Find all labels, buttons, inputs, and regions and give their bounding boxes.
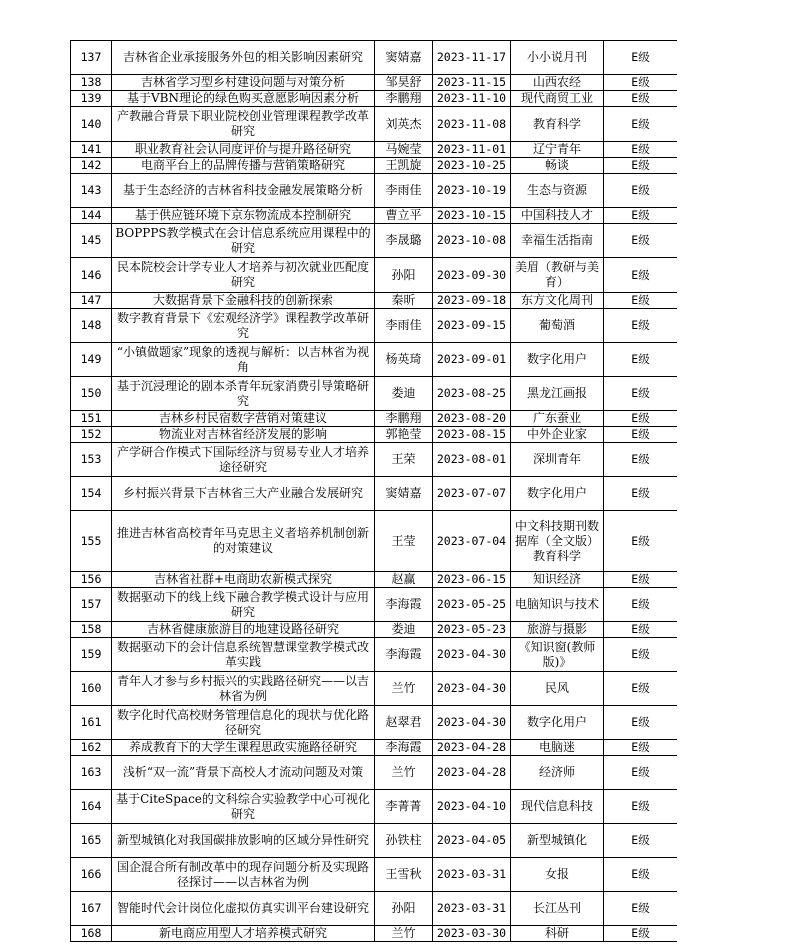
journal-name: 民风 <box>511 672 604 706</box>
paper-title: 基于CiteSpace的文科综合实验教学中心可视化研究 <box>112 790 375 824</box>
journal-name: 经济师 <box>511 756 604 790</box>
paper-title: 基于沉浸理论的剧本杀青年玩家消费引导策略研究 <box>112 377 375 411</box>
journal-grade: E级 <box>604 926 678 942</box>
row-number: 148 <box>71 309 112 343</box>
journal-name: 黑龙江画报 <box>511 377 604 411</box>
row-number: 146 <box>71 258 112 293</box>
author-name: 王雪秋 <box>375 858 433 892</box>
publish-date: 2023-08-20 <box>433 411 511 427</box>
table-row <box>71 427 678 443</box>
paper-title: 推进吉林省高校青年马克思主义者培养机制创新的对策建议 <box>112 511 375 572</box>
table-row <box>71 740 678 756</box>
journal-name: 现代商贸工业 <box>511 91 604 107</box>
journal-grade: E级 <box>604 258 678 293</box>
table-row <box>71 756 678 790</box>
journal-name: 现代信息科技 <box>511 790 604 824</box>
row-number: 164 <box>71 790 112 824</box>
paper-title: “小镇做题家”现象的透视与解析：以吉林省为视角 <box>112 343 375 377</box>
journal-name: 女报 <box>511 858 604 892</box>
publish-date: 2023-07-07 <box>433 477 511 511</box>
journal-name: 东方文化周刊 <box>511 293 604 309</box>
row-number: 152 <box>71 427 112 443</box>
row-number: 144 <box>71 208 112 224</box>
paper-title: 基于供应链环境下京东物流成本控制研究 <box>112 208 375 224</box>
publish-date: 2023-09-30 <box>433 258 511 293</box>
row-number: 151 <box>71 411 112 427</box>
row-number: 155 <box>71 511 112 572</box>
journal-grade: E级 <box>604 622 678 638</box>
journal-name: 数字化用户 <box>511 477 604 511</box>
paper-title: 智能时代会计岗位化虚拟仿真实训平台建设研究 <box>112 892 375 926</box>
author-name: 赵赢 <box>375 572 433 588</box>
publish-date: 2023-06-15 <box>433 572 511 588</box>
paper-title: 数据驱动下的会计信息系统智慧课堂教学模式改革实践 <box>112 638 375 672</box>
paper-title: 国企混合所有制改革中的现存问题分析及实现路径探讨——以吉林省为例 <box>112 858 375 892</box>
author-name: 杨英琦 <box>375 343 433 377</box>
journal-name: 教育科学 <box>511 107 604 142</box>
table-row <box>71 858 678 892</box>
author-name: 王凯旋 <box>375 158 433 174</box>
journal-name: 山西农经 <box>511 75 604 91</box>
paper-title: 浅析“双一流”背景下高校人才流动问题及对策 <box>112 756 375 790</box>
author-name: 李海霞 <box>375 588 433 622</box>
table-row <box>71 892 678 926</box>
author-name: 兰竹 <box>375 926 433 942</box>
journal-name: 幸福生活指南 <box>511 224 604 258</box>
row-number: 158 <box>71 622 112 638</box>
journal-name: 数字化用户 <box>511 706 604 740</box>
publish-date: 2023-11-10 <box>433 91 511 107</box>
paper-title: 吉林省健康旅游目的地建设路径研究 <box>112 622 375 638</box>
journal-grade: E级 <box>604 411 678 427</box>
journal-grade: E级 <box>604 858 678 892</box>
journal-name: 数字化用户 <box>511 343 604 377</box>
paper-title: 新电商应用型人才培养模式研究 <box>112 926 375 942</box>
journal-grade: E级 <box>604 174 678 208</box>
publish-date: 2023-04-05 <box>433 824 511 858</box>
paper-title: 数据驱动下的线上线下融合教学模式设计与应用研究 <box>112 588 375 622</box>
table-row <box>71 377 678 411</box>
table-row <box>71 142 678 158</box>
publish-date: 2023-10-08 <box>433 224 511 258</box>
journal-name: 葡萄酒 <box>511 309 604 343</box>
publish-date: 2023-10-19 <box>433 174 511 208</box>
publish-date: 2023-03-30 <box>433 926 511 942</box>
author-name: 娄迪 <box>375 622 433 638</box>
publish-date: 2023-11-08 <box>433 107 511 142</box>
row-number: 147 <box>71 293 112 309</box>
author-name: 马婉莹 <box>375 142 433 158</box>
journal-grade: E级 <box>604 706 678 740</box>
row-number: 142 <box>71 158 112 174</box>
journal-grade: E级 <box>604 427 678 443</box>
paper-title: BOPPPS教学模式在会计信息系统应用课程中的研究 <box>112 224 375 258</box>
journal-name: 中外企业家 <box>511 427 604 443</box>
publish-date: 2023-10-25 <box>433 158 511 174</box>
author-name: 曹立平 <box>375 208 433 224</box>
publish-date: 2023-04-30 <box>433 706 511 740</box>
table-row <box>71 411 678 427</box>
row-number: 167 <box>71 892 112 926</box>
journal-name: 新型城镇化 <box>511 824 604 858</box>
row-number: 154 <box>71 477 112 511</box>
journal-grade: E级 <box>604 309 678 343</box>
journal-name: 中国科技人才 <box>511 208 604 224</box>
table-row <box>71 477 678 511</box>
journal-grade: E级 <box>604 443 678 477</box>
table-row <box>71 258 678 293</box>
row-number: 153 <box>71 443 112 477</box>
author-name: 兰竹 <box>375 756 433 790</box>
journal-name: 电脑知识与技术 <box>511 588 604 622</box>
journal-name: 生态与资源 <box>511 174 604 208</box>
row-number: 143 <box>71 174 112 208</box>
journal-grade: E级 <box>604 224 678 258</box>
journal-grade: E级 <box>604 107 678 142</box>
table-row <box>71 309 678 343</box>
table-row <box>71 672 678 706</box>
journal-grade: E级 <box>604 293 678 309</box>
row-number: 161 <box>71 706 112 740</box>
row-number: 140 <box>71 107 112 142</box>
publish-date: 2023-04-10 <box>433 790 511 824</box>
row-number: 150 <box>71 377 112 411</box>
row-number: 149 <box>71 343 112 377</box>
paper-title: 产学研合作模式下国际经济与贸易专业人才培养途径研究 <box>112 443 375 477</box>
author-name: 王荣 <box>375 443 433 477</box>
author-name: 李海霞 <box>375 638 433 672</box>
table-row <box>71 208 678 224</box>
journal-grade: E级 <box>604 75 678 91</box>
paper-title: 吉林乡村民宿数字营销对策建议 <box>112 411 375 427</box>
journal-grade: E级 <box>604 572 678 588</box>
row-number: 157 <box>71 588 112 622</box>
journal-name: 畅谈 <box>511 158 604 174</box>
author-name: 李海霞 <box>375 740 433 756</box>
publish-date: 2023-04-30 <box>433 638 511 672</box>
author-name: 王莹 <box>375 511 433 572</box>
table-row <box>71 588 678 622</box>
journal-name: 科研 <box>511 926 604 942</box>
publish-date: 2023-09-01 <box>433 343 511 377</box>
author-name: 赵翠君 <box>375 706 433 740</box>
journal-name: 美眉（教研与美育） <box>511 258 604 293</box>
paper-title: 职业教育社会认同度评价与提升路径研究 <box>112 142 375 158</box>
journal-name: 广东蚕业 <box>511 411 604 427</box>
journal-grade: E级 <box>604 377 678 411</box>
publish-date: 2023-08-25 <box>433 377 511 411</box>
author-name: 李鹏翔 <box>375 91 433 107</box>
publish-date: 2023-10-15 <box>433 208 511 224</box>
author-name: 李菁菁 <box>375 790 433 824</box>
paper-title: 吉林省企业承接服务外包的相关影响因素研究 <box>112 41 375 75</box>
journal-grade: E级 <box>604 511 678 572</box>
author-name: 刘英杰 <box>375 107 433 142</box>
journal-grade: E级 <box>604 208 678 224</box>
row-number: 145 <box>71 224 112 258</box>
publish-date: 2023-03-31 <box>433 892 511 926</box>
author-name: 李鹏翔 <box>375 411 433 427</box>
paper-title: 乡村振兴背景下吉林省三大产业融合发展研究 <box>112 477 375 511</box>
table-row <box>71 158 678 174</box>
journal-name: 长江丛刊 <box>511 892 604 926</box>
author-name: 邹昊舒 <box>375 75 433 91</box>
row-number: 138 <box>71 75 112 91</box>
author-name: 娄迪 <box>375 377 433 411</box>
paper-title: 吉林省学习型乡村建设问题与对策分析 <box>112 75 375 91</box>
row-number: 156 <box>71 572 112 588</box>
journal-grade: E级 <box>604 343 678 377</box>
publish-date: 2023-04-28 <box>433 756 511 790</box>
publish-date: 2023-11-17 <box>433 41 511 75</box>
publish-date: 2023-11-15 <box>433 75 511 91</box>
row-number: 166 <box>71 858 112 892</box>
table-row <box>71 107 678 142</box>
journal-grade: E级 <box>604 91 678 107</box>
table-row <box>71 638 678 672</box>
publish-date: 2023-08-15 <box>433 427 511 443</box>
table-row <box>71 343 678 377</box>
table-row <box>71 572 678 588</box>
journal-name: 旅游与摄影 <box>511 622 604 638</box>
journal-grade: E级 <box>604 740 678 756</box>
journal-grade: E级 <box>604 588 678 622</box>
paper-title: 电商平台上的品牌传播与营销策略研究 <box>112 158 375 174</box>
row-number: 160 <box>71 672 112 706</box>
author-name: 窦婧嘉 <box>375 41 433 75</box>
journal-name: 中文科技期刊数据库（全文版）教育科学 <box>511 511 604 572</box>
author-name: 李雨佳 <box>375 174 433 208</box>
paper-title: 民本院校会计学专业人才培养与初次就业匹配度研究 <box>112 258 375 293</box>
journal-name: 辽宁青年 <box>511 142 604 158</box>
journal-grade: E级 <box>604 158 678 174</box>
row-number: 163 <box>71 756 112 790</box>
table-row <box>71 790 678 824</box>
row-number: 168 <box>71 926 112 942</box>
row-number: 139 <box>71 91 112 107</box>
author-name: 孙阳 <box>375 258 433 293</box>
paper-title: 青年人才参与乡村振兴的实践路径研究——以吉林省为例 <box>112 672 375 706</box>
table-row <box>71 824 678 858</box>
paper-title: 物流业对吉林省经济发展的影响 <box>112 427 375 443</box>
publish-date: 2023-03-31 <box>433 858 511 892</box>
publish-date: 2023-09-18 <box>433 293 511 309</box>
journal-name: 知识经济 <box>511 572 604 588</box>
paper-title: 基于生态经济的吉林省科技金融发展策略分析 <box>112 174 375 208</box>
table-row <box>71 926 678 942</box>
paper-title: 基于VBN理论的绿色购买意愿影响因素分析 <box>112 91 375 107</box>
journal-grade: E级 <box>604 756 678 790</box>
publish-date: 2023-11-01 <box>433 142 511 158</box>
paper-title: 大数据背景下金融科技的创新探索 <box>112 293 375 309</box>
table-row <box>71 174 678 208</box>
author-name: 窦婧嘉 <box>375 477 433 511</box>
journal-name: 小小说月刊 <box>511 41 604 75</box>
journal-grade: E级 <box>604 672 678 706</box>
row-number: 137 <box>71 41 112 75</box>
journal-grade: E级 <box>604 477 678 511</box>
table-row <box>71 75 678 91</box>
author-name: 秦昕 <box>375 293 433 309</box>
paper-title: 养成教育下的大学生课程思政实施路径研究 <box>112 740 375 756</box>
author-name: 孙阳 <box>375 892 433 926</box>
table-row <box>71 443 678 477</box>
publish-date: 2023-09-15 <box>433 309 511 343</box>
row-number: 141 <box>71 142 112 158</box>
paper-title: 吉林省社群+电商助农新模式探究 <box>112 572 375 588</box>
journal-grade: E级 <box>604 824 678 858</box>
paper-title: 数字化时代高校财务管理信息化的现状与优化路径研究 <box>112 706 375 740</box>
table-row <box>71 91 678 107</box>
journal-grade: E级 <box>604 41 678 75</box>
table-row <box>71 224 678 258</box>
journal-name: 深圳青年 <box>511 443 604 477</box>
author-name: 李雨佳 <box>375 309 433 343</box>
journal-name: 电脑迷 <box>511 740 604 756</box>
journal-grade: E级 <box>604 790 678 824</box>
table-row <box>71 293 678 309</box>
author-name: 郭艳莹 <box>375 427 433 443</box>
paper-title: 产教融合背景下职业院校创业管理课程教学改革研究 <box>112 107 375 142</box>
row-number: 159 <box>71 638 112 672</box>
publish-date: 2023-04-30 <box>433 672 511 706</box>
table-row <box>71 622 678 638</box>
publish-date: 2023-08-01 <box>433 443 511 477</box>
journal-grade: E级 <box>604 638 678 672</box>
author-name: 孙铁柱 <box>375 824 433 858</box>
publication-table-page <box>70 40 677 952</box>
paper-title: 数字教育背景下《宏观经济学》课程教学改革研究 <box>112 309 375 343</box>
row-number: 162 <box>71 740 112 756</box>
publish-date: 2023-04-28 <box>433 740 511 756</box>
publication-table <box>70 40 677 942</box>
author-name: 李晟璐 <box>375 224 433 258</box>
table-row <box>71 41 678 75</box>
paper-title: 新型城镇化对我国碳排放影响的区域分异性研究 <box>112 824 375 858</box>
publish-date: 2023-07-04 <box>433 511 511 572</box>
table-row <box>71 706 678 740</box>
table-row <box>71 511 678 572</box>
publish-date: 2023-05-23 <box>433 622 511 638</box>
publish-date: 2023-05-25 <box>433 588 511 622</box>
journal-grade: E级 <box>604 142 678 158</box>
row-number: 165 <box>71 824 112 858</box>
author-name: 兰竹 <box>375 672 433 706</box>
journal-grade: E级 <box>604 892 678 926</box>
journal-name: 《知识窗(教师版)》 <box>511 638 604 672</box>
